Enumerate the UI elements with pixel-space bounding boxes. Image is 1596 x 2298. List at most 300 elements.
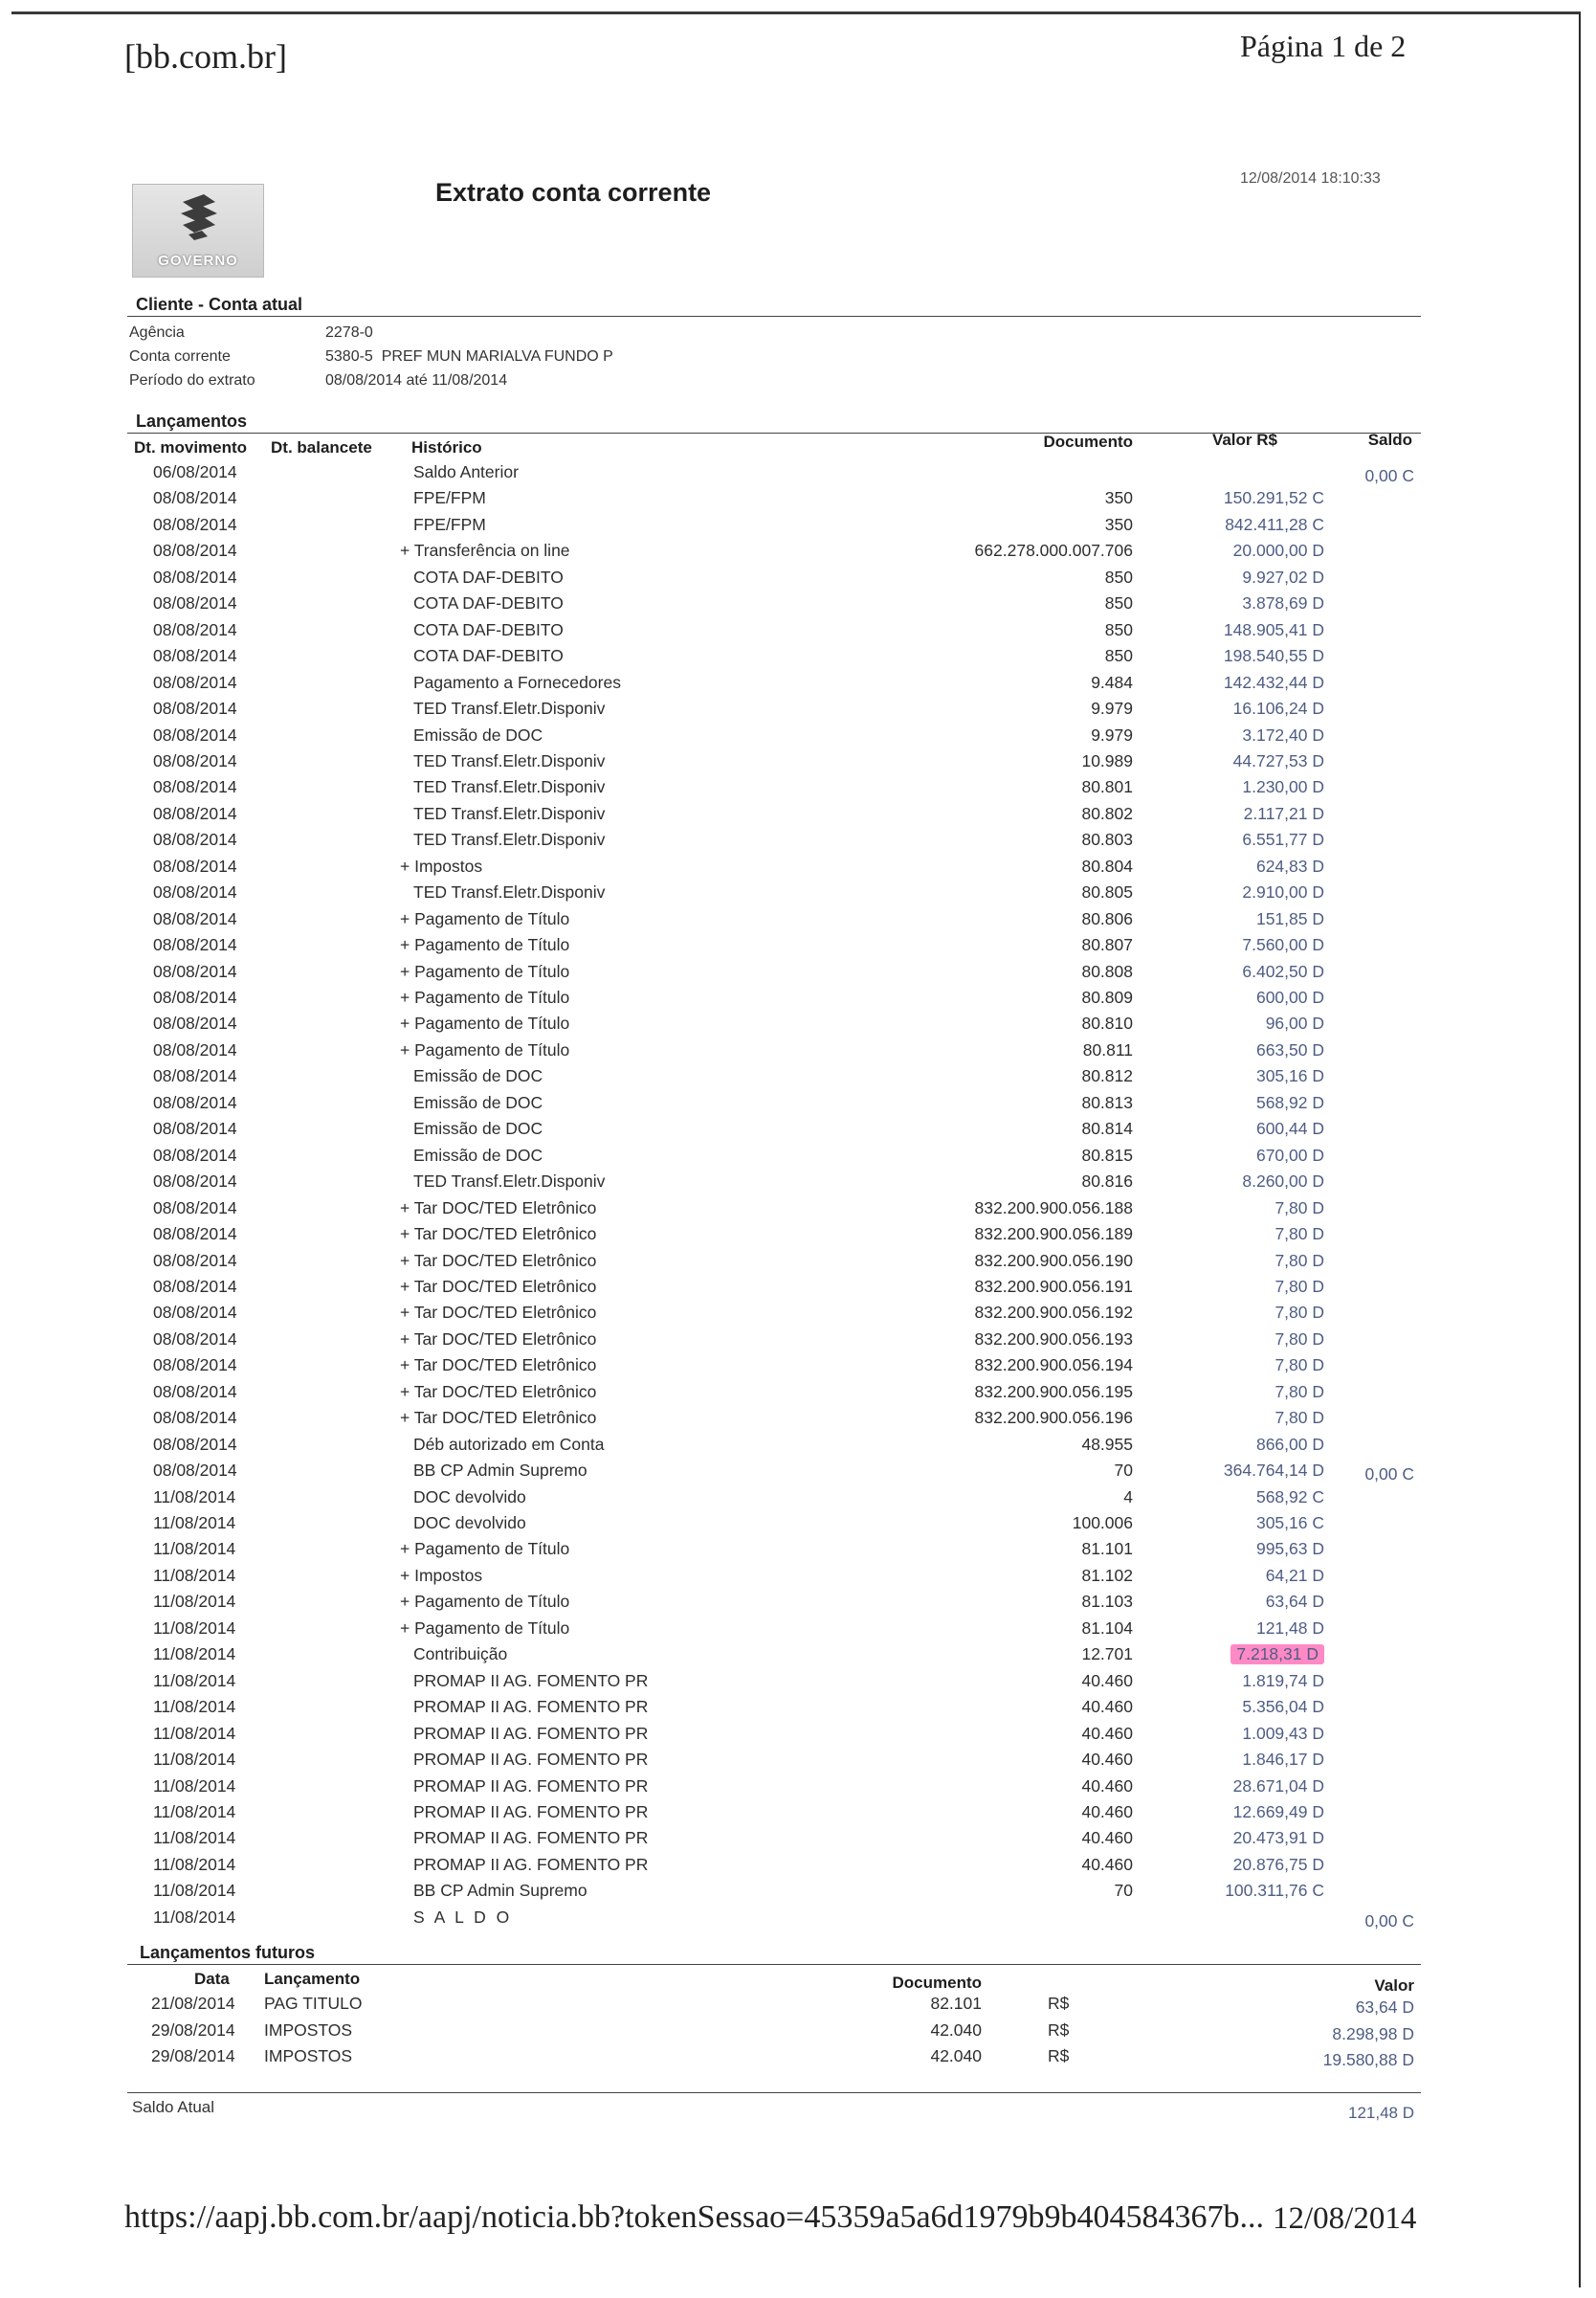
row-valor: 7,80 D bbox=[1275, 1328, 1324, 1349]
row-date: 08/08/2014 bbox=[153, 1276, 237, 1296]
table-row bbox=[0, 1146, 1596, 1171]
table-row bbox=[0, 1198, 1596, 1224]
row-historico: Emissão de DOC bbox=[413, 1119, 543, 1139]
row-documento: 350 bbox=[1104, 514, 1133, 534]
row-date: 08/08/2014 bbox=[153, 646, 237, 666]
fut-date: 29/08/2014 bbox=[151, 2019, 235, 2040]
row-valor: 600,00 D bbox=[1255, 988, 1324, 1007]
fut-currency: R$ bbox=[1048, 1994, 1070, 2013]
row-date: 08/08/2014 bbox=[153, 488, 237, 508]
row-valor: 64,21 D bbox=[1265, 1565, 1324, 1585]
col-documento: Documento bbox=[1043, 433, 1133, 451]
table-row bbox=[0, 962, 1596, 988]
page-title: Extrato conta corrente bbox=[435, 178, 712, 207]
table-row bbox=[0, 1592, 1596, 1618]
row-documento: 832.200.900.056.195 bbox=[974, 1381, 1133, 1401]
row-historico: Emissão de DOC bbox=[413, 725, 543, 745]
saldo-atual-rule bbox=[127, 2092, 1421, 2093]
row-historico: TED Transf.Eletr.Disponiv bbox=[413, 699, 606, 719]
row-documento: 350 bbox=[1104, 488, 1133, 508]
table-row bbox=[0, 1066, 1596, 1092]
table-row bbox=[0, 1119, 1596, 1145]
row-date: 08/08/2014 bbox=[153, 514, 237, 534]
table-row bbox=[0, 857, 1596, 882]
table-row bbox=[0, 777, 1596, 803]
row-documento: 80.806 bbox=[1081, 908, 1133, 928]
fut-documento: 42.040 bbox=[930, 2019, 982, 2040]
row-valor: 7,80 D bbox=[1275, 1408, 1324, 1428]
row-documento: 80.811 bbox=[1082, 1039, 1133, 1060]
fut-lancamento: IMPOSTOS bbox=[264, 2046, 353, 2065]
row-documento: 70 bbox=[1114, 1881, 1133, 1901]
bank-logo-icon bbox=[175, 192, 223, 244]
row-historico: + Tar DOC/TED Eletrônico bbox=[400, 1197, 597, 1217]
fut-documento: 82.101 bbox=[930, 1994, 982, 2013]
row-historico: TED Transf.Eletr.Disponiv bbox=[413, 1171, 606, 1192]
row-historico: TED Transf.Eletr.Disponiv bbox=[413, 750, 606, 770]
row-historico: BB CP Admin Supremo bbox=[413, 1461, 587, 1481]
row-documento: 80.812 bbox=[1081, 1066, 1133, 1086]
row-valor: 1.009,43 D bbox=[1242, 1723, 1324, 1743]
row-date: 11/08/2014 bbox=[153, 1750, 236, 1770]
row-date: 11/08/2014 bbox=[153, 1881, 236, 1901]
row-valor: 7,80 D bbox=[1275, 1250, 1324, 1270]
row-historico: PROMAP II AG. FOMENTO PR bbox=[413, 1723, 649, 1743]
table-row bbox=[0, 1697, 1596, 1723]
row-historico: Pagamento a Fornecedores bbox=[413, 672, 621, 692]
table-row bbox=[0, 1802, 1596, 1828]
table-row bbox=[0, 1487, 1596, 1513]
row-historico: TED Transf.Eletr.Disponiv bbox=[413, 777, 606, 797]
row-valor: 12.669,49 D bbox=[1232, 1801, 1324, 1821]
row-documento: 832.200.900.056.192 bbox=[974, 1303, 1133, 1323]
table-row bbox=[0, 620, 1596, 646]
row-valor: 7,80 D bbox=[1275, 1197, 1324, 1217]
table-row bbox=[0, 804, 1596, 830]
row-date: 08/08/2014 bbox=[153, 1171, 237, 1192]
row-date: 11/08/2014 bbox=[153, 1801, 236, 1821]
row-documento: 80.813 bbox=[1081, 1092, 1133, 1112]
col-fut-valor: Valor bbox=[1374, 1976, 1414, 1995]
row-documento: 40.460 bbox=[1081, 1750, 1133, 1770]
row-date: 11/08/2014 bbox=[153, 1723, 236, 1743]
row-saldo: 0,00 C bbox=[1364, 466, 1414, 485]
agencia-label: Agência bbox=[129, 324, 185, 341]
table-row bbox=[0, 2046, 1596, 2072]
row-valor: 28.671,04 D bbox=[1232, 1775, 1324, 1796]
row-documento: 80.816 bbox=[1081, 1171, 1133, 1192]
col-historico: Histórico bbox=[411, 438, 482, 457]
fut-date: 21/08/2014 bbox=[151, 1994, 235, 2013]
table-row bbox=[0, 1644, 1596, 1670]
row-date: 08/08/2014 bbox=[153, 619, 237, 639]
row-historico: + Tar DOC/TED Eletrônico bbox=[400, 1408, 597, 1428]
row-historico: + Tar DOC/TED Eletrônico bbox=[400, 1250, 597, 1270]
table-row bbox=[0, 2020, 1596, 2046]
row-documento: 81.102 bbox=[1081, 1565, 1133, 1585]
row-valor: 7,80 D bbox=[1275, 1355, 1324, 1375]
table-row bbox=[0, 1461, 1596, 1486]
fut-lancamento: PAG TITULO bbox=[264, 1994, 363, 2013]
row-date: 08/08/2014 bbox=[153, 882, 237, 903]
row-documento: 40.460 bbox=[1081, 1828, 1133, 1848]
periodo-label: Período do extrato bbox=[129, 372, 255, 389]
row-date: 11/08/2014 bbox=[153, 1565, 236, 1585]
row-date: 08/08/2014 bbox=[153, 725, 237, 745]
logo-text: GOVERNO bbox=[158, 253, 238, 269]
row-documento: 80.809 bbox=[1081, 988, 1133, 1007]
row-historico: + Pagamento de Título bbox=[400, 1014, 570, 1034]
row-documento: 832.200.900.056.193 bbox=[974, 1328, 1133, 1349]
client-section-title: Cliente - Conta atual bbox=[136, 295, 303, 314]
col-dt-movimento: Dt. movimento bbox=[134, 438, 248, 457]
row-valor: 2.910,00 D bbox=[1242, 882, 1324, 903]
row-documento: 40.460 bbox=[1081, 1775, 1133, 1796]
row-valor: 866,00 D bbox=[1255, 1434, 1324, 1454]
row-date: 08/08/2014 bbox=[153, 1303, 237, 1323]
row-date: 08/08/2014 bbox=[153, 1434, 237, 1454]
fut-documento: 42.040 bbox=[930, 2046, 982, 2065]
row-date: 11/08/2014 bbox=[153, 1697, 236, 1717]
table-row bbox=[0, 462, 1596, 488]
row-valor: 2.117,21 D bbox=[1243, 803, 1324, 823]
row-valor: 6.402,50 D bbox=[1242, 961, 1324, 981]
row-historico: + Impostos bbox=[400, 856, 483, 876]
row-historico: Contribuição bbox=[413, 1644, 508, 1664]
print-date: 12/08/2014 bbox=[1273, 2201, 1417, 2236]
fut-valor: 63,64 D bbox=[1355, 1997, 1414, 2017]
row-historico: + Pagamento de Título bbox=[400, 1039, 570, 1060]
row-valor: 20.000,00 D bbox=[1232, 541, 1324, 561]
row-documento: 80.808 bbox=[1081, 961, 1133, 981]
row-documento: 80.807 bbox=[1081, 935, 1133, 955]
row-valor: 624,83 D bbox=[1255, 856, 1324, 876]
col-fut-data: Data bbox=[194, 1970, 230, 1988]
row-historico: Saldo Anterior bbox=[413, 462, 519, 481]
row-historico: TED Transf.Eletr.Disponiv bbox=[413, 803, 606, 823]
row-documento: 850 bbox=[1104, 646, 1133, 666]
table-row bbox=[0, 1303, 1596, 1328]
row-date: 08/08/2014 bbox=[153, 1066, 237, 1086]
row-date: 08/08/2014 bbox=[153, 672, 237, 692]
row-valor: 842.411,28 C bbox=[1225, 514, 1324, 534]
row-valor: 6.551,77 D bbox=[1242, 830, 1324, 850]
row-documento: 40.460 bbox=[1081, 1854, 1133, 1874]
col-saldo: Saldo bbox=[1367, 431, 1412, 449]
table-row bbox=[0, 699, 1596, 725]
row-valor: 568,92 D bbox=[1255, 1092, 1324, 1112]
table-row bbox=[0, 568, 1596, 593]
table-row bbox=[0, 1750, 1596, 1775]
row-valor: 63,64 D bbox=[1265, 1592, 1324, 1612]
row-documento: 832.200.900.056.190 bbox=[974, 1250, 1133, 1270]
row-historico: PROMAP II AG. FOMENTO PR bbox=[413, 1828, 649, 1848]
row-valor: 148.905,41 D bbox=[1223, 619, 1324, 639]
table-row bbox=[0, 1724, 1596, 1750]
row-documento: 662.278.000.007.706 bbox=[974, 541, 1133, 561]
row-historico: PROMAP II AG. FOMENTO PR bbox=[413, 1801, 649, 1821]
row-documento: 80.804 bbox=[1081, 856, 1133, 876]
row-date: 08/08/2014 bbox=[153, 1224, 237, 1244]
conta-label: Conta corrente bbox=[129, 348, 231, 365]
row-date: 08/08/2014 bbox=[153, 1328, 237, 1349]
row-date: 08/08/2014 bbox=[153, 830, 237, 850]
row-documento: 80.805 bbox=[1081, 882, 1133, 903]
table-row bbox=[0, 1618, 1596, 1644]
row-date: 11/08/2014 bbox=[153, 1775, 236, 1796]
row-historico: + Pagamento de Título bbox=[400, 1618, 570, 1638]
row-historico: COTA DAF-DEBITO bbox=[413, 619, 564, 639]
table-row bbox=[0, 1994, 1596, 2019]
row-documento: 10.989 bbox=[1081, 750, 1133, 770]
row-historico: PROMAP II AG. FOMENTO PR bbox=[413, 1750, 649, 1770]
row-documento: 40.460 bbox=[1081, 1723, 1133, 1743]
row-historico: + Tar DOC/TED Eletrônico bbox=[400, 1355, 597, 1375]
row-documento: 4 bbox=[1123, 1486, 1133, 1506]
row-valor: 1.819,74 D bbox=[1242, 1670, 1324, 1690]
row-date: 08/08/2014 bbox=[153, 1408, 237, 1428]
col-fut-lancamento: Lançamento bbox=[264, 1970, 361, 1988]
row-documento: 80.815 bbox=[1081, 1145, 1133, 1165]
row-date: 11/08/2014 bbox=[153, 1854, 236, 1874]
row-documento: 850 bbox=[1104, 619, 1133, 639]
row-valor: 8.260,00 D bbox=[1242, 1171, 1324, 1192]
row-valor: 3.172,40 D bbox=[1242, 725, 1324, 745]
row-valor: 7,80 D bbox=[1275, 1224, 1324, 1244]
row-valor: 3.878,69 D bbox=[1242, 593, 1324, 614]
table-row bbox=[0, 1671, 1596, 1697]
row-historico: COTA DAF-DEBITO bbox=[413, 567, 564, 587]
row-date: 08/08/2014 bbox=[153, 1145, 237, 1165]
row-historico: + Tar DOC/TED Eletrônico bbox=[400, 1224, 597, 1244]
row-valor: 1.846,17 D bbox=[1242, 1750, 1324, 1770]
fut-currency: R$ bbox=[1048, 2046, 1070, 2065]
table-row bbox=[0, 1355, 1596, 1381]
row-documento: 40.460 bbox=[1081, 1670, 1133, 1690]
row-documento: 832.200.900.056.191 bbox=[974, 1276, 1133, 1296]
row-date: 11/08/2014 bbox=[153, 1670, 236, 1690]
row-valor: 151,85 D bbox=[1255, 908, 1324, 928]
row-historico: FPE/FPM bbox=[413, 488, 486, 508]
row-date: 08/08/2014 bbox=[153, 803, 237, 823]
row-documento: 48.955 bbox=[1081, 1434, 1133, 1454]
row-valor: 5.356,04 D bbox=[1242, 1697, 1324, 1717]
row-valor: 198.540,55 D bbox=[1223, 646, 1324, 666]
row-date: 11/08/2014 bbox=[153, 1828, 236, 1848]
row-valor: 305,16 D bbox=[1255, 1066, 1324, 1086]
table-row bbox=[0, 1408, 1596, 1434]
row-documento: 9.484 bbox=[1091, 672, 1133, 692]
row-documento: 100.006 bbox=[1072, 1513, 1133, 1532]
site-label: [bb.com.br] bbox=[124, 37, 287, 76]
row-documento: 81.101 bbox=[1081, 1539, 1133, 1559]
row-historico: DOC devolvido bbox=[413, 1513, 526, 1532]
row-documento: 850 bbox=[1104, 593, 1133, 614]
col-dt-balancete: Dt. balancete bbox=[271, 438, 372, 457]
row-historico: TED Transf.Eletr.Disponiv bbox=[413, 830, 606, 850]
col-fut-documento: Documento bbox=[892, 1974, 982, 1992]
row-historico: + Tar DOC/TED Eletrônico bbox=[400, 1303, 597, 1323]
table-row bbox=[0, 1539, 1596, 1565]
table-row bbox=[0, 882, 1596, 908]
row-documento: 9.979 bbox=[1091, 725, 1133, 745]
lancamentos-section-title: Lançamentos bbox=[136, 412, 248, 431]
futuros-rule bbox=[127, 1964, 1421, 1965]
row-historico: + Pagamento de Título bbox=[400, 961, 570, 981]
row-valor: 1.230,00 D bbox=[1242, 777, 1324, 797]
row-documento: 12.701 bbox=[1081, 1644, 1133, 1664]
row-documento: 80.802 bbox=[1081, 803, 1133, 823]
page-url: https://aapj.bb.com.br/aapj/noticia.bb?tokenSessao=45359a5a6d1979b9b404584367b... bbox=[124, 2199, 1265, 2235]
table-row bbox=[0, 1224, 1596, 1250]
row-documento: 832.200.900.056.188 bbox=[974, 1197, 1133, 1217]
row-historico: + Pagamento de Título bbox=[400, 988, 570, 1007]
row-valor: 96,00 D bbox=[1265, 1014, 1324, 1034]
table-row bbox=[0, 1171, 1596, 1197]
row-date: 06/08/2014 bbox=[153, 462, 237, 481]
row-valor: 100.311,76 C bbox=[1225, 1881, 1324, 1901]
statement-datetime: 12/08/2014 18:10:33 bbox=[1240, 170, 1381, 187]
row-historico: + Tar DOC/TED Eletrônico bbox=[400, 1276, 597, 1296]
row-valor: 600,44 D bbox=[1255, 1119, 1324, 1139]
row-historico: + Pagamento de Título bbox=[400, 908, 570, 928]
row-historico: COTA DAF-DEBITO bbox=[413, 646, 564, 666]
table-row bbox=[0, 1435, 1596, 1461]
table-row bbox=[0, 646, 1596, 672]
fut-lancamento: IMPOSTOS bbox=[264, 2019, 353, 2040]
saldo-atual-label: Saldo Atual bbox=[132, 2098, 215, 2116]
table-row bbox=[0, 515, 1596, 541]
row-documento: 80.803 bbox=[1081, 830, 1133, 850]
periodo-value: 08/08/2014 até 11/08/2014 bbox=[325, 372, 508, 389]
row-valor: 150.291,52 C bbox=[1223, 488, 1324, 508]
table-row bbox=[0, 673, 1596, 699]
row-valor: 364.764,14 D bbox=[1223, 1461, 1324, 1481]
row-valor: 670,00 D bbox=[1255, 1145, 1324, 1165]
row-historico: + Pagamento de Título bbox=[400, 935, 570, 955]
row-date: 08/08/2014 bbox=[153, 856, 237, 876]
row-documento: 832.200.900.056.196 bbox=[974, 1408, 1133, 1428]
row-historico: + Transferência on line bbox=[400, 541, 570, 561]
row-documento: 80.810 bbox=[1081, 1014, 1133, 1034]
row-documento: 832.200.900.056.194 bbox=[974, 1355, 1133, 1375]
row-valor: 7.560,00 D bbox=[1242, 935, 1324, 955]
row-date: 11/08/2014 bbox=[153, 1907, 236, 1927]
fut-currency: R$ bbox=[1048, 2019, 1070, 2040]
row-date: 08/08/2014 bbox=[153, 1092, 237, 1112]
row-documento: 40.460 bbox=[1081, 1697, 1133, 1717]
table-row bbox=[0, 751, 1596, 777]
conta-value: 5380-5 PREF MUN MARIALVA FUNDO P bbox=[325, 348, 613, 365]
table-row bbox=[0, 1382, 1596, 1408]
table-row bbox=[0, 1251, 1596, 1277]
row-historico: DOC devolvido bbox=[413, 1486, 526, 1506]
row-valor: 7.218,31 D bbox=[1230, 1644, 1324, 1664]
row-historico: + Impostos bbox=[400, 1565, 483, 1585]
row-date: 08/08/2014 bbox=[153, 699, 237, 719]
table-row bbox=[0, 1566, 1596, 1592]
row-documento: 850 bbox=[1104, 567, 1133, 587]
row-historico: Déb autorizado em Conta bbox=[413, 1434, 605, 1454]
row-documento: 80.801 bbox=[1081, 777, 1133, 797]
row-historico: BB CP Admin Supremo bbox=[413, 1881, 587, 1901]
row-historico: Emissão de DOC bbox=[413, 1145, 543, 1165]
row-valor: 20.876,75 D bbox=[1232, 1854, 1324, 1874]
table-row bbox=[0, 1776, 1596, 1802]
row-date: 11/08/2014 bbox=[153, 1592, 236, 1612]
row-valor: 7,80 D bbox=[1275, 1381, 1324, 1401]
row-date: 08/08/2014 bbox=[153, 1014, 237, 1034]
row-valor: 663,50 D bbox=[1255, 1039, 1324, 1060]
row-date: 08/08/2014 bbox=[153, 908, 237, 928]
table-row bbox=[0, 909, 1596, 935]
row-documento: 70 bbox=[1114, 1461, 1133, 1481]
row-valor: 995,63 D bbox=[1255, 1539, 1324, 1559]
row-date: 08/08/2014 bbox=[153, 593, 237, 614]
row-documento: 9.979 bbox=[1091, 699, 1133, 719]
table-row bbox=[0, 1277, 1596, 1303]
page-info: Página 1 de 2 bbox=[1240, 29, 1407, 63]
row-date: 11/08/2014 bbox=[153, 1644, 236, 1664]
fut-date: 29/08/2014 bbox=[151, 2046, 235, 2065]
row-historico: FPE/FPM bbox=[413, 514, 486, 534]
row-date: 08/08/2014 bbox=[153, 1355, 237, 1375]
row-valor: 568,92 C bbox=[1255, 1486, 1324, 1506]
row-documento: 81.103 bbox=[1081, 1592, 1133, 1612]
row-valor: 305,16 C bbox=[1255, 1513, 1324, 1532]
client-rule bbox=[127, 316, 1421, 317]
row-saldo: 0,00 C bbox=[1364, 1910, 1414, 1930]
table-row bbox=[0, 1329, 1596, 1355]
row-valor: 9.927,02 D bbox=[1242, 567, 1324, 587]
table-row bbox=[0, 1828, 1596, 1854]
row-historico: S A L D O bbox=[413, 1907, 513, 1927]
row-documento: 81.104 bbox=[1081, 1618, 1133, 1638]
row-historico: + Tar DOC/TED Eletrônico bbox=[400, 1381, 597, 1401]
row-valor: 7,80 D bbox=[1275, 1303, 1324, 1323]
saldo-atual-value: 121,48 D bbox=[1348, 2104, 1414, 2122]
row-valor: 7,80 D bbox=[1275, 1276, 1324, 1296]
row-valor: 16.106,24 D bbox=[1232, 699, 1324, 719]
row-date: 08/08/2014 bbox=[153, 1119, 237, 1139]
row-valor: 44.727,53 D bbox=[1232, 750, 1324, 770]
row-date: 08/08/2014 bbox=[153, 1250, 237, 1270]
table-row bbox=[0, 988, 1596, 1014]
col-valor: Valor R$ bbox=[1211, 431, 1277, 449]
fut-valor: 19.580,88 D bbox=[1322, 2050, 1414, 2069]
row-historico: TED Transf.Eletr.Disponiv bbox=[413, 882, 606, 903]
futuros-section-title: Lançamentos futuros bbox=[140, 1943, 316, 1962]
row-documento: 80.814 bbox=[1081, 1119, 1133, 1139]
row-date: 08/08/2014 bbox=[153, 777, 237, 797]
row-documento: 40.460 bbox=[1081, 1801, 1133, 1821]
row-valor: 121,48 D bbox=[1255, 1618, 1324, 1638]
row-valor: 142.432,44 D bbox=[1223, 672, 1324, 692]
table-row bbox=[0, 725, 1596, 751]
row-historico: PROMAP II AG. FOMENTO PR bbox=[413, 1670, 649, 1690]
row-date: 08/08/2014 bbox=[153, 935, 237, 955]
table-row bbox=[0, 1040, 1596, 1066]
row-historico: + Pagamento de Título bbox=[400, 1592, 570, 1612]
table-row bbox=[0, 488, 1596, 514]
row-valor: 20.473,91 D bbox=[1232, 1828, 1324, 1848]
table-row bbox=[0, 935, 1596, 961]
row-historico: + Tar DOC/TED Eletrônico bbox=[400, 1328, 597, 1349]
row-historico: COTA DAF-DEBITO bbox=[413, 593, 564, 614]
table-row bbox=[0, 830, 1596, 856]
row-date: 08/08/2014 bbox=[153, 1197, 237, 1217]
row-historico: Emissão de DOC bbox=[413, 1092, 543, 1112]
